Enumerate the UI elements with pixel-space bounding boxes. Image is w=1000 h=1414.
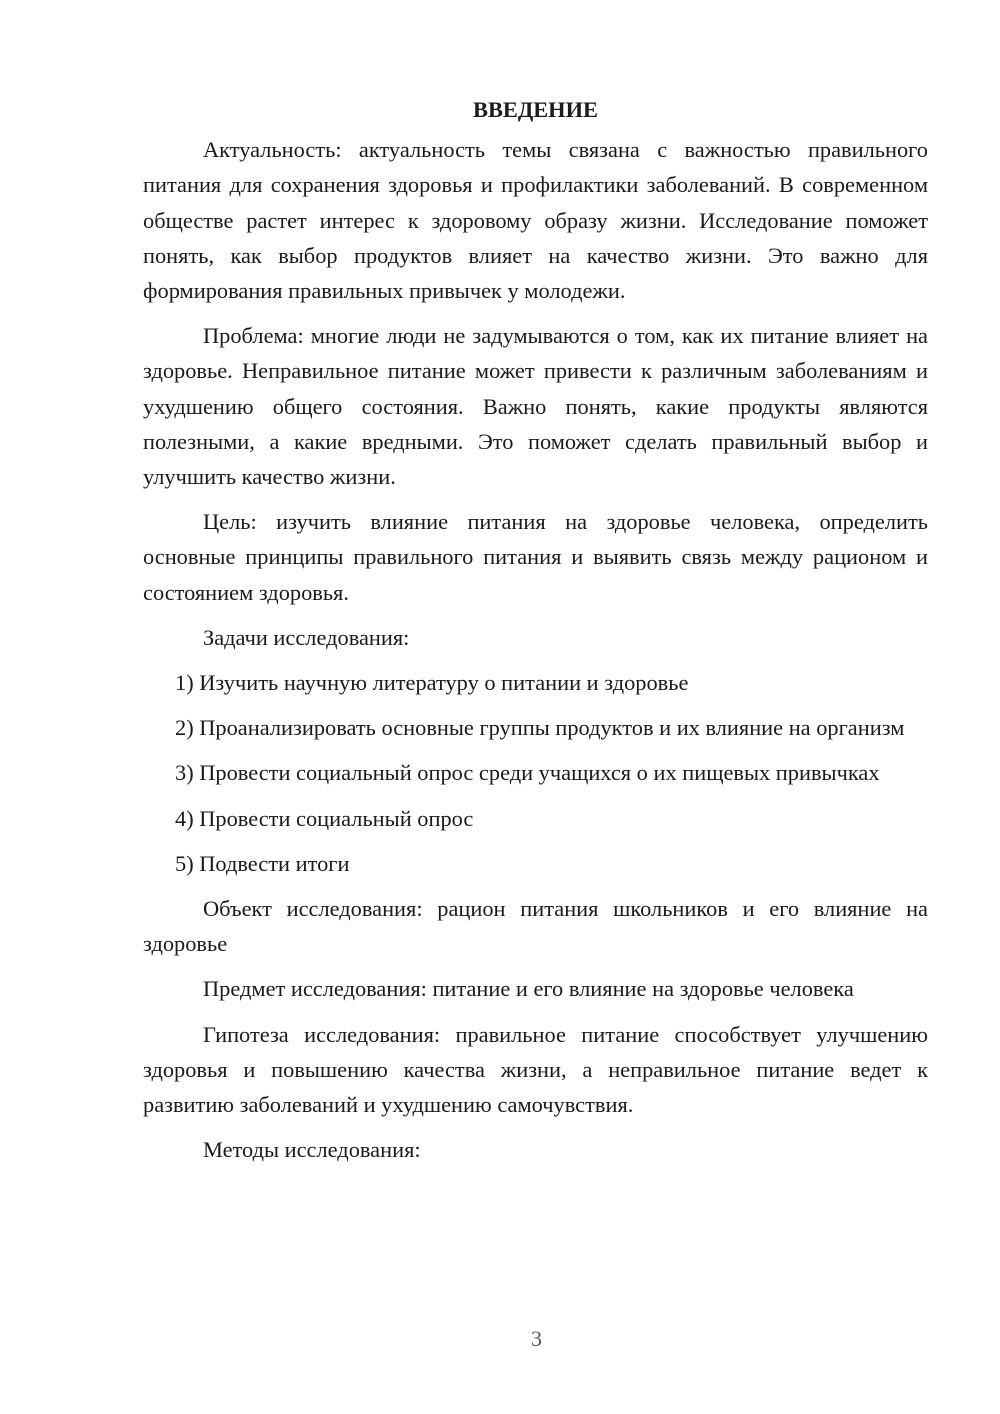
list-item: 1) Изучить научную литературу о питании и здоровье bbox=[175, 670, 689, 696]
paragraph-relevance: Актуальность: актуальность темы связана с важностью правильного питания для сохранения здоровья и профилактики заболеваний. В современном обществе растет интерес к здоровому образу жизни. Исследование поможет понять, как выбор продуктов влияет на качество жизни. Это важно для формирования правильных привычек у молодежи. bbox=[143, 137, 928, 304]
list-item: 2) Проанализировать основные группы продуктов и их влияние на организм bbox=[175, 715, 905, 741]
paragraph-problem: Проблема: многие люди не задумываются о том, как их питание влияет на здоровье. Неправильное питание может привести к различным заболеваниям и ухудшению общего состояния. Важно понять, какие продукты являются полезными, а какие вредными. Это поможет сделать правильный выбор и улучшить качество жизни. bbox=[143, 323, 928, 490]
paragraph-subject: Предмет исследования: питание и его влияние на здоровье человека bbox=[203, 976, 854, 1002]
list-item: 4) Провести социальный опрос bbox=[175, 805, 474, 831]
paragraph-methods: Методы исследования: bbox=[203, 1137, 421, 1163]
page-number: 3 bbox=[531, 1326, 542, 1351]
tasks-list bbox=[143, 665, 928, 881]
list-item: 5) Подвести итоги bbox=[175, 850, 350, 876]
paragraph-hypothesis: Гипотеза исследования: правильное питание способствует улучшению здоровья и повышению качества жизни, а неправильное питание ведет к развитию заболеваний и ухудшению самочувствия. bbox=[143, 1021, 928, 1118]
section-title: ВВЕДЕНИЕ bbox=[473, 97, 598, 122]
document-page bbox=[143, 92, 928, 1177]
paragraph-object: Объект исследования: рацион питания школьников и его влияние на здоровье bbox=[143, 896, 928, 957]
tasks-heading: Задачи исследования: bbox=[203, 624, 410, 650]
paragraph-goal: Цель: изучить влияние питания на здоровье человека, определить основные принципы правильного питания и выявить связь между рационом и состоянием здоровья. bbox=[143, 509, 928, 605]
list-item: 3) Провести социальный опрос среди учащихся о их пищевых привычках bbox=[175, 760, 880, 786]
